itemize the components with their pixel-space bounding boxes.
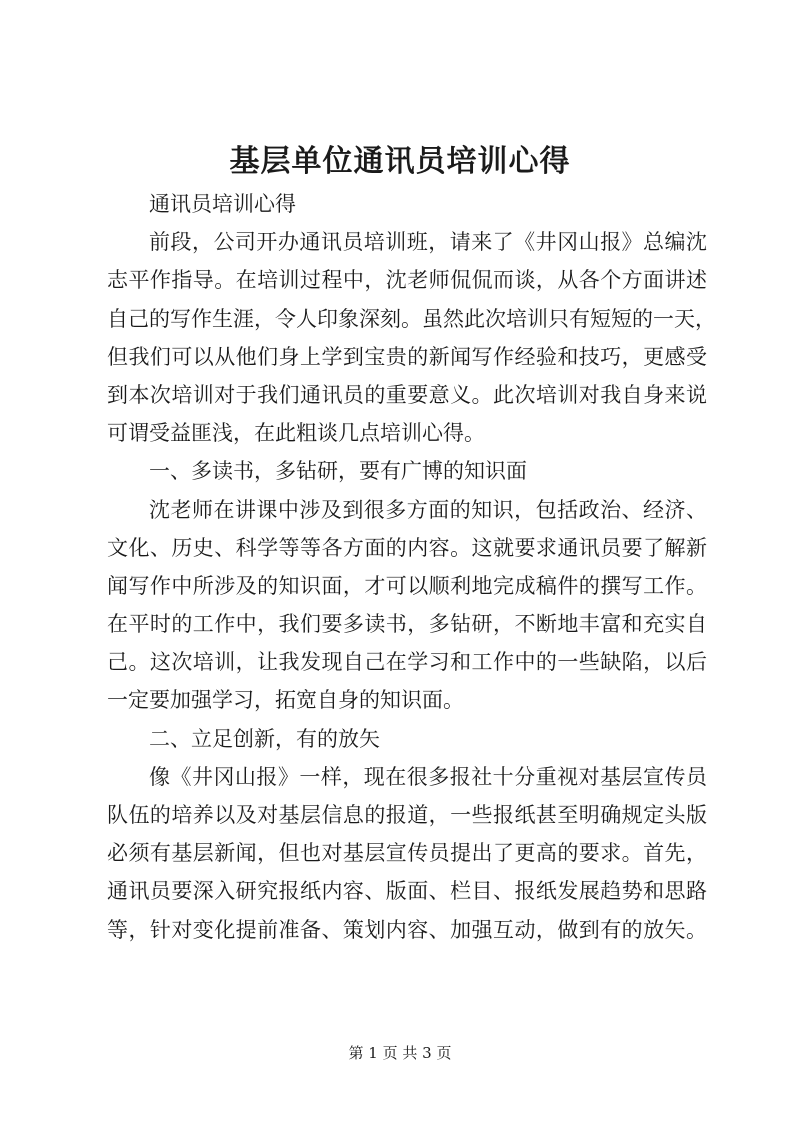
- text-line: 己。这次培训，让我发现自己在学习和工作中的一些缺陷，以后: [107, 650, 707, 675]
- text-line: 沈老师在讲课中涉及到很多方面的知识，包括政治、经济、: [149, 497, 707, 522]
- text-line: 队伍的培养以及对基层信息的报道，一些报纸甚至明确规定头版: [107, 803, 707, 827]
- text-line: 在平时的工作中，我们要多读书，多钻研，不断地丰富和充实自: [107, 612, 707, 637]
- text-line: 自己的写作生涯，令人印象深刻。虽然此次培训只有短短的一天，: [107, 306, 716, 331]
- text-line: 但我们可以从他们身上学到宝贵的新闻写作经验和技巧，更感受: [107, 344, 707, 369]
- document-body: [107, 185, 716, 949]
- text-line: 等，针对变化提前准备、策划内容、加强互动，做到有的放矢。: [107, 917, 707, 942]
- text-line: 一、多读书，多钻研，要有广博的知识面: [149, 459, 527, 484]
- text-line: 文化、历史、科学等等各方面的内容。这就要求通讯员要了解新: [107, 535, 707, 560]
- text-line: 像《井冈山报》一样，现在很多报社十分重视对基层宣传员: [149, 764, 707, 789]
- page-number-footer: 第 1 页 共 3 页: [348, 1044, 452, 1062]
- text-line: 通讯员培训心得: [149, 192, 296, 216]
- text-line: 志平作指导。在培训过程中，沈老师侃侃而谈，从各个方面讲述: [107, 268, 707, 293]
- text-line: 到本次培训对于我们通讯员的重要意义。此次培训对我自身来说: [107, 382, 707, 407]
- text-line: 必须有基层新闻，但也对基层宣传员提出了更高的要求。首先，: [107, 841, 707, 866]
- text-line: 二、立足创新，有的放矢: [149, 726, 380, 751]
- text-line: 一定要加强学习，拓宽自身的知识面。: [107, 688, 464, 713]
- document-title: 基层单位通讯员培训心得: [229, 144, 571, 179]
- text-line: 通讯员要深入研究报纸内容、版面、栏目、报纸发展趋势和思路: [107, 879, 707, 904]
- text-line: 前段，公司开办通讯员培训班，请来了《井冈山报》总编沈: [149, 230, 707, 255]
- text-line: 闻写作中所涉及的知识面，才可以顺利地完成稿件的撰写工作。: [107, 573, 707, 598]
- text-line: 可谓受益匪浅，在此粗谈几点培训心得。: [107, 421, 485, 446]
